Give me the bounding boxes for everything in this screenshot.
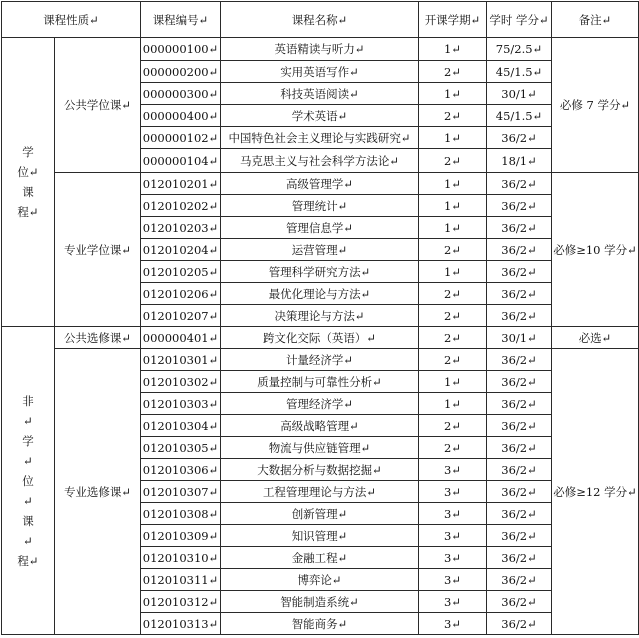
course-code-cell: 012010306↵: [141, 459, 221, 481]
course-code-cell: 012010201↵: [141, 173, 221, 195]
hours-credits-cell: 36/2↵: [487, 459, 552, 481]
course-code-cell: 012010207↵: [141, 305, 221, 327]
course-name-cell: 马克思主义与社会科学方法论↵: [221, 149, 419, 173]
course-name-cell: 决策理论与方法↵: [221, 305, 419, 327]
hours-credits-cell: 36/2↵: [487, 261, 552, 283]
hours-credits-cell: 36/2↵: [487, 371, 552, 393]
term-cell: 1↵: [419, 217, 487, 239]
term-cell: 3↵: [419, 481, 487, 503]
term-cell: 1↵: [419, 83, 487, 105]
category-cell: [2, 327, 55, 635]
table-row: [2, 173, 639, 195]
category-char: ↵: [23, 493, 33, 508]
hours-credits-cell: 45/1.5↵: [487, 61, 552, 83]
term-cell: 1↵: [419, 393, 487, 415]
hours-credits-cell: 36/2↵: [487, 481, 552, 503]
hours-credits-cell: 36/2↵: [487, 127, 552, 149]
course-code-cell: 012010204↵: [141, 239, 221, 261]
category-char: 学: [22, 145, 34, 159]
term-cell: 2↵: [419, 327, 487, 349]
curriculum-table: [1, 1, 639, 635]
category-char: 课: [22, 513, 34, 528]
term-cell: 1↵: [419, 195, 487, 217]
course-code-cell: 012010313↵: [141, 613, 221, 635]
hours-credits-cell: 36/2↵: [487, 437, 552, 459]
term-cell: 3↵: [419, 459, 487, 481]
hours-credits-cell: 36/2↵: [487, 613, 552, 635]
category-char: ↵: [23, 453, 33, 468]
course-name-cell: 工程管理理论与方法↵: [221, 481, 419, 503]
term-cell: 3↵: [419, 591, 487, 613]
term-cell: 1↵: [419, 173, 487, 195]
term-cell: 2↵: [419, 61, 487, 83]
course-name-cell: 管理经济学↵: [221, 393, 419, 415]
term-cell: 1↵: [419, 261, 487, 283]
category-char: 非: [22, 393, 34, 408]
course-name-cell: 中国特色社会主义理论与实践研究↵: [221, 127, 419, 149]
term-cell: 3↵: [419, 503, 487, 525]
term-cell: 2↵: [419, 149, 487, 173]
category-char: 课: [22, 185, 34, 199]
term-cell: 1↵: [419, 127, 487, 149]
hours-credits-cell: 36/2↵: [487, 547, 552, 569]
course-code-cell: 000000401↵: [141, 327, 221, 349]
course-name-cell: 英语精读与听力↵: [221, 38, 419, 61]
course-name-cell: 高级管理学↵: [221, 173, 419, 195]
hours-credits-cell: 36/2↵: [487, 569, 552, 591]
course-name-cell: 高级战略管理↵: [221, 415, 419, 437]
category-char: 程↵: [17, 205, 39, 219]
course-code-cell: 012010302↵: [141, 371, 221, 393]
course-code-cell: 012010310↵: [141, 547, 221, 569]
course-name-cell: 学术英语↵: [221, 105, 419, 127]
course-code-cell: 012010307↵: [141, 481, 221, 503]
term-cell: 3↵: [419, 613, 487, 635]
remarks-cell: 必修 7 学分↵: [552, 38, 639, 173]
course-code-cell: 012010303↵: [141, 393, 221, 415]
term-cell: 3↵: [419, 547, 487, 569]
term-cell: 2↵: [419, 437, 487, 459]
term-cell: 3↵: [419, 569, 487, 591]
remarks-cell: 必修≥12 学分↵: [552, 349, 639, 635]
course-code-cell: 012010206↵: [141, 283, 221, 305]
course-name-cell: 实用英语写作↵: [221, 61, 419, 83]
hours-credits-cell: 36/2↵: [487, 349, 552, 371]
course-code-cell: 012010202↵: [141, 195, 221, 217]
course-code-cell: 012010312↵: [141, 591, 221, 613]
category-char: 程↵: [17, 553, 39, 568]
hours-credits-cell: 30/1↵: [487, 83, 552, 105]
course-type-cell: 专业选修课↵: [55, 349, 141, 635]
header-remarks: 备注↵: [552, 2, 639, 38]
header-row: [2, 2, 639, 38]
term-cell: 1↵: [419, 38, 487, 61]
course-type-cell: 公共选修课↵: [55, 327, 141, 349]
header-course-type: 课程性质↵: [2, 2, 141, 38]
term-cell: 2↵: [419, 283, 487, 305]
term-cell: 2↵: [419, 239, 487, 261]
hours-credits-cell: 36/2↵: [487, 239, 552, 261]
hours-credits-cell: 36/2↵: [487, 283, 552, 305]
course-name-cell: 智能商务↵: [221, 613, 419, 635]
remarks-cell: 必选↵: [552, 327, 639, 349]
course-name-cell: 知识管理↵: [221, 525, 419, 547]
course-code-cell: 012010308↵: [141, 503, 221, 525]
course-name-cell: 跨文化交际（英语）↵: [221, 327, 419, 349]
course-code-cell: 012010309↵: [141, 525, 221, 547]
course-code-cell: 000000400↵: [141, 105, 221, 127]
course-code-cell: 000000100↵: [141, 38, 221, 61]
category-char: ↵: [23, 413, 33, 428]
header-hours-credits: 学时 学分↵: [487, 2, 552, 38]
course-code-cell: 012010304↵: [141, 415, 221, 437]
course-code-cell: 000000102↵: [141, 127, 221, 149]
course-name-cell: 管理科学研究方法↵: [221, 261, 419, 283]
category-char: 位↵: [17, 165, 39, 179]
hours-credits-cell: 36/2↵: [487, 591, 552, 613]
course-code-cell: 012010203↵: [141, 217, 221, 239]
table-row: [2, 327, 639, 349]
table-body: [2, 38, 639, 635]
course-name-cell: 最优化理论与方法↵: [221, 283, 419, 305]
course-code-cell: 000000200↵: [141, 61, 221, 83]
hours-credits-cell: 36/2↵: [487, 525, 552, 547]
course-code-cell: 012010305↵: [141, 437, 221, 459]
hours-credits-cell: 36/2↵: [487, 195, 552, 217]
course-name-cell: 物流与供应链管理↵: [221, 437, 419, 459]
header-term: 开课学期↵: [419, 2, 487, 38]
hours-credits-cell: 36/2↵: [487, 217, 552, 239]
course-name-cell: 管理统计↵: [221, 195, 419, 217]
term-cell: 2↵: [419, 305, 487, 327]
course-name-cell: 博弈论↵: [221, 569, 419, 591]
course-code-cell: 000000300↵: [141, 83, 221, 105]
table-row: [2, 349, 639, 371]
table-row: [2, 38, 639, 61]
header-course-name: 课程名称↵: [221, 2, 419, 38]
header-course-code: 课程编号↵: [141, 2, 221, 38]
course-name-cell: 质量控制与可靠性分析↵: [221, 371, 419, 393]
course-type-cell: 公共学位课↵: [55, 38, 141, 173]
course-name-cell: 大数据分析与数据挖掘↵: [221, 459, 419, 481]
hours-credits-cell: 30/1↵: [487, 327, 552, 349]
term-cell: 2↵: [419, 105, 487, 127]
course-type-cell: 专业学位课↵: [55, 173, 141, 327]
course-name-cell: 管理信息学↵: [221, 217, 419, 239]
hours-credits-cell: 36/2↵: [487, 393, 552, 415]
category-char: ↵: [23, 533, 33, 548]
hours-credits-cell: 36/2↵: [487, 173, 552, 195]
hours-credits-cell: 75/2.5↵: [487, 38, 552, 61]
course-name-cell: 科技英语阅读↵: [221, 83, 419, 105]
course-name-cell: 计量经济学↵: [221, 349, 419, 371]
hours-credits-cell: 18/1↵: [487, 149, 552, 173]
course-code-cell: 000000104↵: [141, 149, 221, 173]
term-cell: 2↵: [419, 349, 487, 371]
course-name-cell: 智能制造系统↵: [221, 591, 419, 613]
course-code-cell: 012010205↵: [141, 261, 221, 283]
hours-credits-cell: 36/2↵: [487, 503, 552, 525]
course-code-cell: 012010301↵: [141, 349, 221, 371]
remarks-cell: 必修≥10 学分↵: [552, 173, 639, 327]
category-char: 学: [22, 433, 34, 448]
hours-credits-cell: 36/2↵: [487, 305, 552, 327]
course-name-cell: 金融工程↵: [221, 547, 419, 569]
term-cell: 1↵: [419, 371, 487, 393]
term-cell: 3↵: [419, 525, 487, 547]
course-name-cell: 创新管理↵: [221, 503, 419, 525]
course-code-cell: 012010311↵: [141, 569, 221, 591]
hours-credits-cell: 36/2↵: [487, 415, 552, 437]
course-name-cell: 运营管理↵: [221, 239, 419, 261]
category-char: 位: [22, 473, 34, 488]
hours-credits-cell: 45/1.5↵: [487, 105, 552, 127]
term-cell: 2↵: [419, 415, 487, 437]
category-cell: [2, 38, 55, 327]
